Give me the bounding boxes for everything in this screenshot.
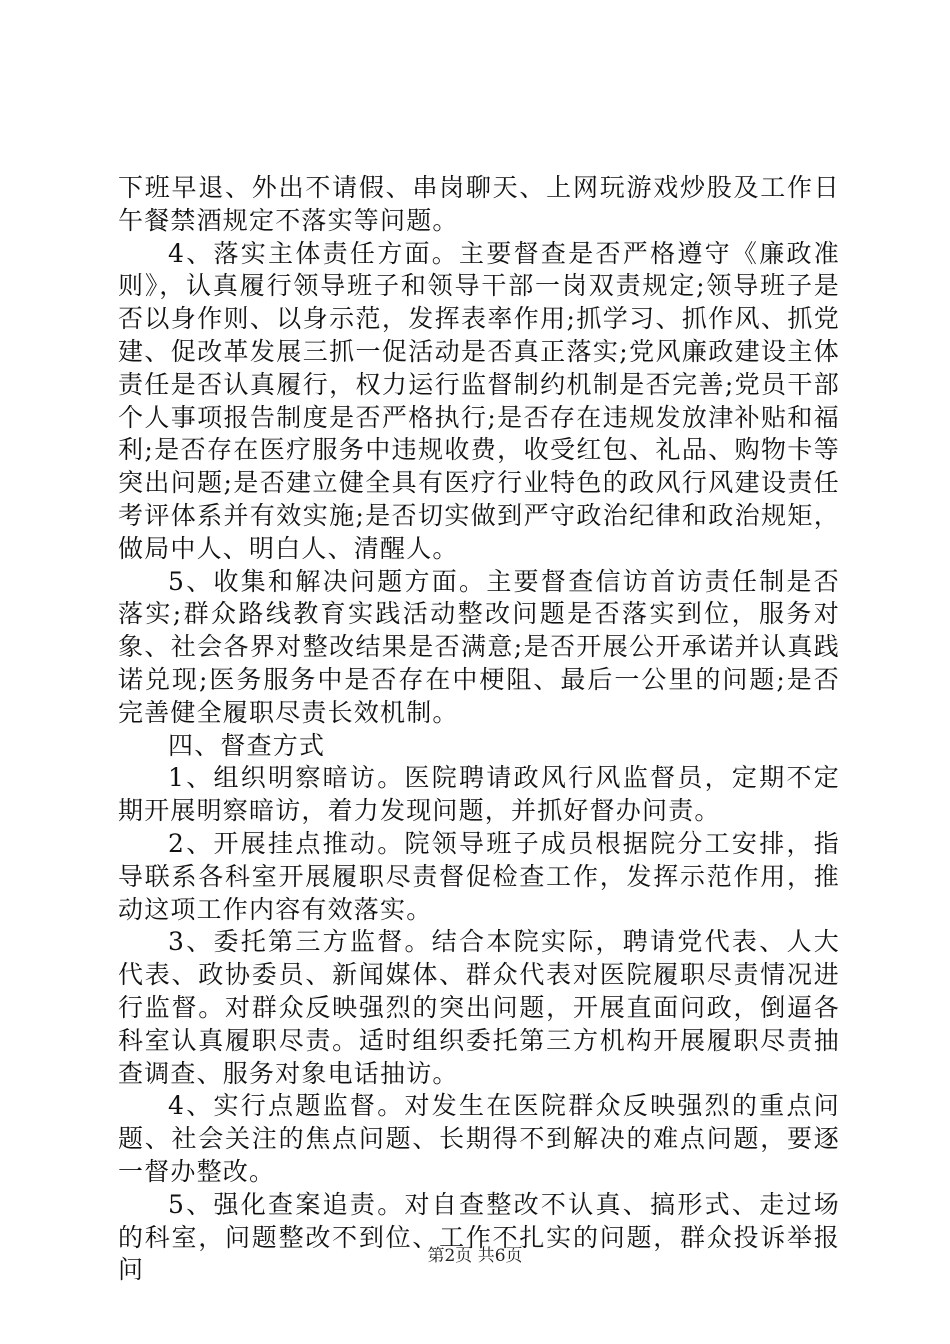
paragraph-continuation: 下班早退、外出不请假、串岗聊天、上网玩游戏炒股及工作日午餐禁酒规定不落实等问题。 xyxy=(118,173,840,235)
paragraph-main-responsibility: 4、落实主体责任方面。主要督查是否严格遵守《廉政准则》，认真履行领导班子和领导干部一岗双责规定;领导班子是否以身作则、以身示范，发挥表率作用;抓学习、抓作风、抓党建、促改革发展三抓一促活动是否真正落实;党风廉政建设主体责任是否认真履行，权力运行监督制约机制是否完善;党员干部个人事项报告制度是否严格执行;是否存在违规发放津补贴和福利;是否存在医疗服务中违规收费，收受红包、礼品、购物卡等突出问题;是否建立健全具有医疗行业特色的政风行风建设责任考评体系并有效实施;是否切实做到严守政治纪律和政治规矩，做局中人、明白人、清醒人。 xyxy=(118,238,840,563)
paragraph-problem-solving: 5、收集和解决问题方面。主要督查信访首访责任制是否落实;群众路线教育实践活动整改问题是否落实到位，服务对象、社会各界对整改结果是否满意;是否开展公开承诺并认真践诺兑现;医务服务中是否存在中梗阻、最后一公里的问题;是否完善健全履职尽责长效机制。 xyxy=(118,566,840,727)
section-heading-inspection-methods: 四、督查方式 xyxy=(168,730,326,760)
paragraph-method-5: 5、强化查案追责。对自查整改不认真、搞形式、走过场的科室，问题整改不到位、工作不扎实的问题，群众投诉举报问 xyxy=(118,1189,840,1285)
page-number-footer: 第2页 共6页 xyxy=(427,1246,523,1266)
paragraph-method-1: 1、组织明察暗访。医院聘请政风行风监督员，定期不定期开展明察暗访，着力发现问题，并抓好督办问责。 xyxy=(118,763,840,826)
paragraph-method-3: 3、委托第三方监督。结合本院实际，聘请党代表、人大代表、政协委员、新闻媒体、群众代表对医院履职尽责情况进行监督。对群众反映强烈的突出问题，开展直面问政，倒逼各科室认真履职尽责。适时组织委托第三方机构开展履职尽责抽查调查、服务对象电话抽访。 xyxy=(118,927,840,1088)
paragraph-method-2: 2、开展挂点推动。院领导班子成员根据院分工安排，指导联系各科室开展履职尽责督促检查工作，发挥示范作用，推动这项工作内容有效落实。 xyxy=(118,828,840,924)
paragraph-method-4: 4、实行点题监督。对发生在医院群众反映强烈的重点问题、社会关注的焦点问题、长期得不到解决的难点问题，要逐一督办整改。 xyxy=(118,1091,840,1186)
document-body xyxy=(118,172,840,1287)
